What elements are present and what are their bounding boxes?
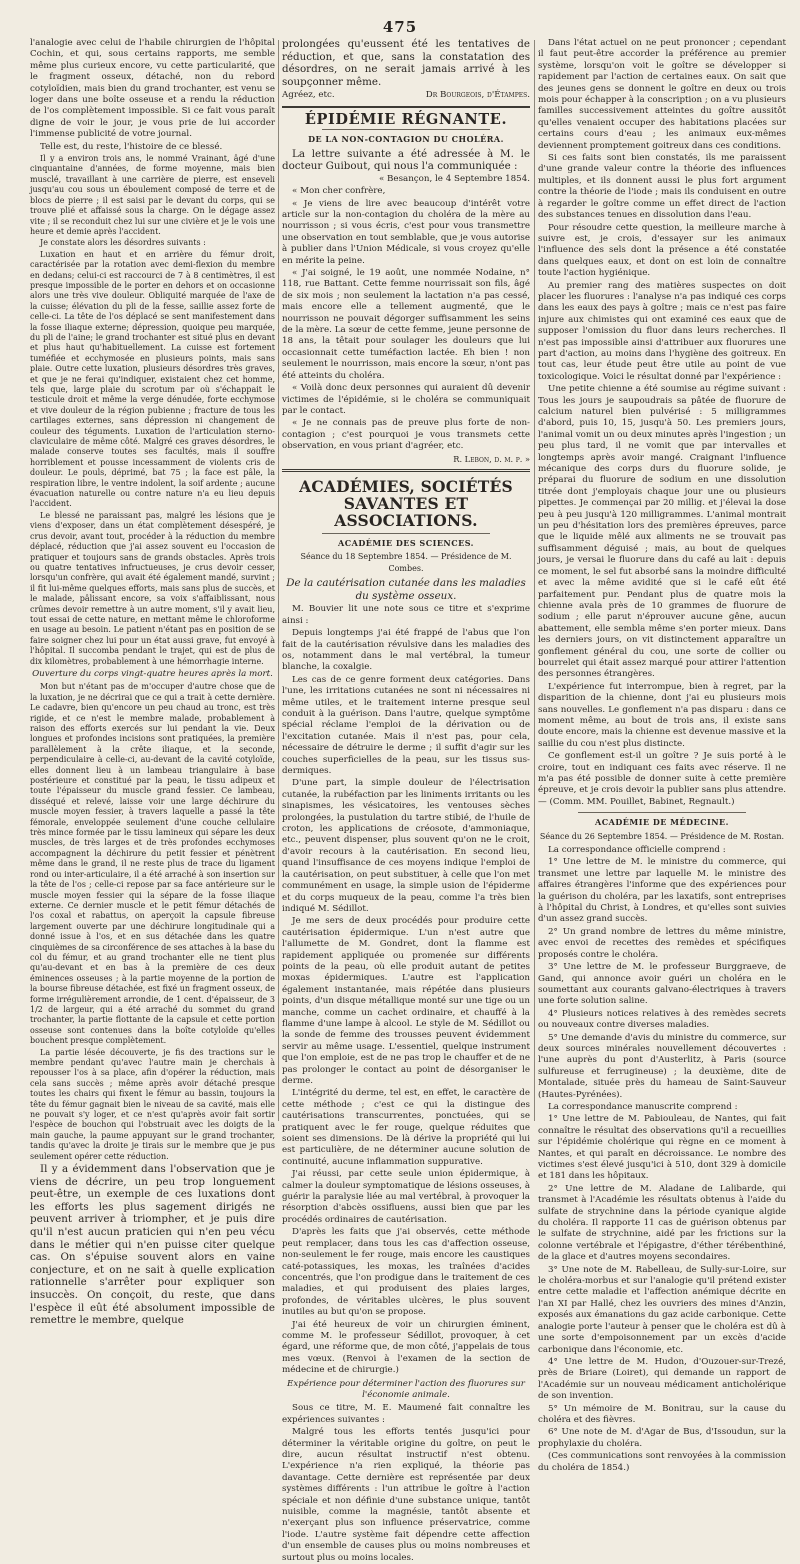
column-left <box>30 38 275 1327</box>
paragraph: J'ai réussi, par cette seule union épidermique, à calmer la douleur symptomatique de lésions osseuses, à guérir la paralysie liée au mal vertébral, à provoquer la résorption d'abcès ossifluens, aussi bien que par les procédés ordinaires de cautérisation. <box>282 1169 530 1225</box>
list-item: 4° Plusieurs notices relatives à des remèdes secrets ou nouveaux contre diverses maladies. <box>538 1008 786 1031</box>
paragraph: Les cas de ce genre forment deux catégories. Dans l'une, les irritations cutanées ne sont ni nécessaires ni même utiles, et le traitement interne presque seul conduit à la guérison. Dans l'autre, quelque symptôme spécial réclame l'emploi de la dérivation ou de l'excitation cutanée. Mais il n'est pas, pour cela, nécessaire de détruire le derme ; il suffit d'agir sur les couches superficielles de la peau, sur les tissus sus-dermiques. <box>282 674 530 777</box>
dateline: « Besançon, le 4 Septembre 1854. <box>378 173 530 184</box>
paragraph: Au premier rang des matières suspectes on doit placer les fluorures : l'analyse n'a pas indiqué ces corps dans les eaux des pays à goître ; mais ce n'est pas faire injure aux chimistes qui ont examiné ces eaux que de supposer l'omission du fluor dans leurs recherches. Il n'est pas impossible ainsi d'attribuer aux fluorures une part d'action, au moins dans l'hygiène des goitreux. En tout cas, leur étude peut être utile au point de vue toxicologique. Voici le résultat donné par l'expérience : <box>538 280 786 382</box>
paragraph: « J'ai soigné, le 19 août, une nommée Nodaine, n° 118, rue Battant. Cette femme nourrissait son fils, âgé de six mois ; non seulement la lactation n'a pas cessé, mais encore elle a tellement augmenté, que le nourrisson ne pouvait dégorger suffisamment les seins de la mère. La sœur de cette femme, jeune personne de 18 ans, la têtait pour soulager les douleurs que lui occasionnait cette tuméfaction lactée. Eh bien ! non seulement le nourrisson, mais encore la sœur, n'ont pas été atteints du choléra. <box>282 268 530 381</box>
divider <box>322 129 490 130</box>
paragraph: L'expérience fut interrompue, bien à regret, par la disparition de la chienne, dont j'ai eu plusieurs mois sans nouvelles. Le gonflement n'a pas disparu : dans ce moment même, au bout de trois ans, il existe sans doute encore, mais la chienne est devenue massive et la saillie du cou n'est plus distincte. <box>538 681 787 749</box>
paragraph: La lettre suivante a été adressée à M. le docteur Guibout, qui nous l'a communiquée : <box>282 147 530 173</box>
paragraph: Si ces faits sont bien constatés, ils me paraissent d'une grande valeur contre la théorie des influences multiples, et ils donnent aussi le plus fort argument contre la théorie de l'iode ; mais ils conduisent en outre à regarder le goître comme un effet direct de l'action des substances tenues en dissolution dans l'eau. <box>538 153 786 221</box>
list-item: 5° Un mémoire de M. Bonitrau, sur la cause du choléra et des fièvres. <box>538 1403 786 1425</box>
paragraph: « Voilà donc deux personnes qui auraient dû devenir victimes de l'épidémie, si le choléra se communiquait par le contact. <box>282 383 530 416</box>
section-heading: ÉPIDÉMIE RÉGNANTE. <box>304 110 508 128</box>
column-middle <box>282 38 530 1563</box>
paragraph: l'analogie avec celui de l'habile chirurgien de l'hôpital Cochin, et qui, sous certains rapports, me semble même plus curieux encore, vu cette particularité, que le fragment osseux, détaché, non du rebord cotyloïdien, mais bien du grand trochanter, est venu se loger dans une boîte osseuse et a rendu la réduction de l'os complètement impossible. Si ce fait vous paraît digne de voir le jour, je vous prie de lui accorder l'immense publicité de votre journal. <box>30 38 275 140</box>
column-right <box>538 38 787 1473</box>
subheading: ACADÉMIE DES SCIENCES. <box>338 537 474 548</box>
list-item: 1° Une lettre de M. Pabiouleau, de Nantes, qui fait connaître le résultat des observations qu'il a recueillies sur l'épidémie cholérique qui règne en ce moment à Nantes, et qui paraît en décroissance. Le nombre des victimes s'est élevé jusqu'ici à 510, dont 329 à domicile et 181 dans les hôpitaux. <box>538 1114 786 1182</box>
paragraph: Ce gonflement est-il un goître ? Je suis porté à le croire, tout en indiquant ces faits avec réserve. Il ne m'a pas été possible de donner suite à cette première épreuve, et je crois devoir la publier sans plus attendre. — (Comm. MM. Pouillet, Babinet, Regnault.) <box>538 751 786 807</box>
paragraph: M. Bouvier lit une note sous ce titre et s'exprime ainsi : <box>282 604 530 626</box>
paragraph: Depuis longtemps j'ai été frappé de l'abus que l'on fait de la cautérisation révulsive dans les maladies des os, notamment dans le mal vertébral, la tumeur blanche, la coxalgie. <box>282 628 530 673</box>
paragraph: Je me sers de deux procédés pour produire cette cautérisation épidermique. L'un n'est autre que l'allumette de M. Gondret, dont la flamme est rapidement appliquée ou promenée sur différents points de la peau, où elle produit autant de petites moxas épidermiques. L'autre est l'application également instantanée, mais répétée dans plusieurs points, d'un disque métallique monté sur une tige ou un manche, comme un cachet ordinaire, et chauffé à la flamme d'une lampe à alcool. Le style de M. Sédillot ou la sonde de femme des trousses peuvent évidemment servir au même usage. L'essentiel, quelque instrument que l'on emploie, est de ne pas trop le chauffer et de ne pas prolonger le contact au point de désorganiser le derme. <box>282 916 530 1086</box>
paragraph: D'une part, la simple douleur de l'électrisation cutanée, la rubéfaction par les liniments irritants ou les sinapismes, les vésicatoires, les ventouses sèches prolongées, la pustulation du tartre stibié, de l'huile de croton, les applications de créosote, d'ammoniaque, etc., peuvent dispenser, plus souvent qu'on ne le croit, d'avoir recours à la cautérisation. En second lieu, quand l'insuffisance de ces moyens indique l'emploi de la cautérisation, on peut substituer, à celle que l'on met communément en usage, la simple usion de l'épiderme et du corps muqueux de la peau, comme l'a très bien indiqué M. Sédillot. <box>282 778 530 914</box>
column-divider <box>278 40 279 1121</box>
paragraph: La correspondance manuscrite comprend : <box>548 1101 738 1112</box>
list-item: 6° Une note de M. d'Agar de Bus, d'Issoudun, sur la prophylaxie du choléra. <box>538 1427 786 1449</box>
paragraph: prolongées qu'eussent été les tentatives de réduction, et que, sans la constatation des désordres, on ne serait jamais arrivé à les soupçonner même. <box>282 38 530 88</box>
paragraph: Luxation en haut et en arrière du fémur droit, caractérisée par la rotation avec demi-flexion du membre en dedans; celui-ci est raccourci de 7 à 8 centimètres, il est presque impossible de le porter en dehors et on occasionne alors une très vive douleur. Obliquité marquée de l'axe de la cuisse; élévation du pli de la fesse, saillie assez forte de celle-ci. La tête de l'os déplacé se sent manifestement dans la fosse iliaque externe; dépression, quoique peu marquée, du pli de l'aine; le grand trochanter est situé plus en devant et plus haut qu'habituellement. La cuisse est fortement tuméfiée et ecchymosée en plusieurs points, mais sans plaie. Outre cette luxation, plusieurs désordres très graves, et que je ne ferai qu'indiquer, existaient chez cet homme, tels que, large plaie du scrotum par où s'échappait le testicule droit et même la verge dénudée, forte ecchymose et vive douleur de la région pubienne ; fracture de tous les cartilages externes, sans dépression ni changement de couleur des téguments. Luxation de l'articulation sterno-claviculaire de même côté. Malgré ces graves désordres, le malade conserve toutes ses facultés, mais il souffre horriblement et pousse incessamment de violents cris de douleur. Le pouls, déprimé, bat 75 ; la face est pâle, la respiration libre, le ventre indolent, la soif ardente ; aucune évacuation naturelle ou contre nature n'a eu lieu depuis l'accident. <box>30 249 275 509</box>
paragraph: Dans l'état actuel on ne peut prononcer ; cependant il faut peut-être accorder la préférence au premier système, lorsqu'on voit le goître se développer si rapidement par l'action de certaines eaux. On sait que des jeunes gens se donnent le goître en deux ou trois mois pour échapper à la conscription ; on a vu plusieurs familles successivement atteintes du goître aussitôt qu'elles venaient occuper des habitations placées sur certains cours d'eau ; les animaux eux-mêmes deviennent promptement goitreux dans ces conditions. <box>538 38 786 151</box>
paragraph: Pour résoudre cette question, la meilleure marche à suivre est, je crois, d'essayer sur les animaux l'influence des sels dont la présence a été constatée dans quelques eaux, et dont on est loin de connaître toute l'action hygiénique. <box>538 222 786 279</box>
letter-signature-line <box>282 90 530 101</box>
paragraph: (Ces communications sont renvoyées à la commission du choléra de 1854.) <box>538 1451 786 1473</box>
paragraph: Mon but n'étant pas de m'occuper d'autre chose que de la luxation, je ne décrirai que ce qui a trait à cette dernière. Le cadavre, bien qu'encore un peu chaud au tronc, est très rigide, et ce n'est le membre malade, probablement à raison des efforts exercés sur lui pendant la vie. Deux longues et profondes incisions sont pratiquées, la première parallèlement à la crête iliaque, et la seconde, perpendiculaire à celle-ci, au-devant de la cavité cotyloïde, elles donnent lieu à un lambeau triangulaire à base postérieure et constitué par la peau, le tissu adipeux et toute l'épaisseur du muscle grand fessier. Ce lambeau, disséqué et relevé, laisse voir une large déchirure du muscle moyen fessier, à travers laquelle a passé la tête fémorale, enveloppée seulement d'une couche cellulaire très mince formée par le tissu lamineux qui sépare les deux muscles, de très larges et de très profondes ecchymoses accompagnent la déchirure du petit fessier et pénètrent même dans le grand, il ne reste plus de trace du ligament rond ou inter-articulaire, il a été arraché à son insertion sur la tête de l'os ; celle-ci repose par sa face antérieure sur le muscle moyen fessier qui la sépare de la fosse iliaque externe. Ce dernier muscle et le petit fémur détachés de l'os coxal et rabattus, on aperçoit la capsule fibreuse largement ouverte par une déchirure longitudinale qui a donné issue à l'os, et en sus détachée dans les quatre cinquièmes de sa circonférence de ses attaches à la base du col du fémur, et au grand trochanter elle ne tient plus qu'au-devant et en bas à la première de ces deux éminences osseuses ; à la partie moyenne de la portion de la bourse fibreuse détachée, est fixé un fragment osseux, de forme irrégulièrement arrondie, de 1 cent. d'épaisseur, de 3 1/2 de largeur, qui a été arraché du sommet du grand trochanter, la partie flottante de la capsule et cette portion osseuse sont contenues dans la boîte cotyloïde qu'elles bouchent presque complètement. <box>30 682 275 1046</box>
subheading: ACADÉMIE DE MÉDECINE. <box>595 817 729 828</box>
paragraph: Sous ce titre, M. E. Maumené fait connaître les expériences suivantes : <box>282 1403 530 1425</box>
list-item: 3° Une note de M. Rabelleau, de Sully-sur-Loire, sur le choléra-morbus et sur l'analogie qu'il prétend exister entre cette maladie et l'affection anémique décrite en l'an XI par Hallé, chez les ouvriers des mines d'Anzin, exposés aux émanations du gaz acide carbonique. Cette analogie porte l'auteur à penser que le choléra est dû à une sorte d'empoisonnement par un excès d'acide carbonique dans l'économie, etc. <box>538 1264 786 1355</box>
section-divider <box>282 469 530 472</box>
list-item: 2° Un grand nombre de lettres du même ministre, avec envoi de recettes des remèdes et spécifiques proposés contre le choléra. <box>538 926 786 960</box>
autopsy-heading: Ouverture du corps vingt-quatre heures après la mort. <box>32 668 273 679</box>
divider <box>578 812 746 813</box>
paragraph: Il y a environ trois ans, le nommé Vrainant, âgé d'une cinquantaine d'années, de forme moyenne, mais bien musclé, travaillant à une carrière de pierre, est enseveli jusqu'au cou sous un éboulement composé de terre et de blocs de pierre ; il est saisi par le devant du corps, qui se trouve plié et affaissé sous la charge. On le dégage assez vite ; il se reconduit chez lui sur une civière et je le vois une heure et demie après l'accident. <box>30 154 275 236</box>
paragraph: Je constate alors les désordres suivants : <box>40 238 206 248</box>
list-item: 3° Une lettre de M. le professeur Burggraeve, de Gand, qui annonce avoir guéri un choléra en le soumettant aux courants galvano-électriques à travers une forte solution saline. <box>538 962 786 1007</box>
paragraph: D'après les faits que j'ai observés, cette méthode peut remplacer, dans tous les cas d'affection osseuse, non-seulement le fer rouge, mais encore les caustiques caté-potassiques, les moxas, les traînées d'acides concentrés, que l'on prodigue dans le traitement de ces maladies, et qui produisent des plaies larges, profondes, de véritables ulcères, le plus souvent inutiles au but qu'on se propose. <box>282 1227 530 1318</box>
list-item: 2° Une lettre de M. Aladane de Lalibarde, qui transmet à l'Académie les résultats obtenus à l'aide du sulfate de strychnine dans la période cyanique algide du choléra. Il rapporte 11 cas de guérison obtenus par le sulfate de strychnine, aidé par les frictions sur la colonne vertébrale et l'épigastre, d'éther térébenthiné, de la glace et d'autres moyens secondaires. <box>538 1183 786 1263</box>
paragraph: Telle est, du reste, l'histoire de ce blessé. <box>40 141 223 152</box>
list-item: 5° Une demande d'avis du ministre du commerce, sur deux sources minérales nouvellement découvertes : l'une auprès du pont d'Austerlitz, à Paris (source sulfureuse et ferrugineuse) ; la deuxième, dite de Montalade, située près du hameau de Saint-Sauveur (Hautes-Pyrénées). <box>538 1032 786 1100</box>
paragraph: Le blessé ne paraissant pas, malgré les lésions que je viens d'exposer, dans un état complètement désespéré, je crus devoir, avant tout, procéder à la réduction du membre déplacé, réduction que j'ai assez souvent eu l'occasion de pratiquer et toujours sans de grands obstacles. Après trois ou quatre tentatives infructueuses, je crus devoir cesser, lorsqu'un confrère, qui avait été également mandé, survint ; il fit lui-même quelques efforts, mais sans plus de succès, et le malade, pâlissant encore, sa voix s'affaiblissant, nous crûmes devoir remettre à un autre moment, s'il y avait lieu, tout essai de cette nature, en mettant même le chloroforme en usage au besoin. Le patient n'étant pas en position de se faire soigner chez lui pour un état aussi grave, fut envoyé à l'hôpital. Il succomba pendant le trajet, qui est de plus de dix kilomètres, probablement à une hémorrhagie interne. <box>30 510 275 666</box>
list-item: 4° Une lettre de M. Hudon, d'Ouzouer-sur-Trezé, près de Briare (Loiret), qui demande un rapport de l'Académie sur un nouveau médicament anticholérique de son invention. <box>538 1356 786 1402</box>
divider <box>322 533 490 534</box>
paragraph: « Je ne connais pas de preuve plus forte de non-contagion ; c'est pourquoi je vous transmets cette observation, en vous priant d'agréer, etc. <box>282 418 530 452</box>
article-title: De la cautérisation cutanée dans les maladies du système osseux. <box>286 577 526 602</box>
section-heading: ACADÉMIES, SOCIÉTÉS SAVANTES ET ASSOCIATIONS. <box>299 476 513 530</box>
paragraph: Il y a évidemment dans l'observation que je viens de décrire, un peu trop longuement peut-être, un exemple de ces luxations dont les efforts les plus sagement dirigés ne peuvent arriver à triompher, et je puis dire qu'il n'est aucun praticien qui n'en peu vécu dans le métier qui n'en puisse citer quelque cas. On s'épuise souvent alors en vaine conjecture, et on ne sait à quelle explication rationnelle s'arrêter pour expliquer son insuccès. On conçoit, du reste, que dans l'espèce il eût été absolument impossible de remettre le membre, quelque <box>30 1163 275 1327</box>
list-item: 1° Une lettre de M. le ministre du commerce, qui transmet une lettre par laquelle M. le ministre des affaires étrangères l'informe que des expériences pour la guérison du choléra, par les laxatifs, sont entreprises à l'hôpital du Christ, à Londres, et qu'elles sont suivies d'un assez grand succès. <box>538 857 786 925</box>
paragraph: La correspondance officielle comprend : <box>548 845 726 856</box>
paragraph: « Je viens de lire avec beaucoup d'intérêt votre article sur la non-contagion du choléra de la mère au nourrisson ; si vous écris, c'est pour vous transmettre une observation en tout semblable, que je vous autorise à publier dans l'Union Médicale, si vous croyez qu'elle en mérite la peine. <box>282 198 530 266</box>
signature: R. Lebon, d. m. p. » <box>453 453 530 464</box>
seance-line: Séance du 18 Septembre 1854. — Présidence de M. Combes. <box>300 552 512 573</box>
article-title: Expérience pour déterminer l'action des fluorures sur l'économie animale. <box>287 1378 525 1400</box>
paragraph: Malgré tous les efforts tentés jusqu'ici pour déterminer la véritable origine du goître, on peut le dire, aucun résultat instructif n'est obtenu. L'expérience n'a rien expliqué, la théorie pas davantage. Cette dernière est représentée par deux systèmes différents : l'un attribue le goître à l'action spéciale et non définie d'une substance unique, tantôt nuisible, comme la magnésie, tantôt absente et n'exerçant plus son influence préservatrice, comme l'iode. L'autre système fait dépendre cette affection d'un ensemble de causes plus ou moins nombreuses et surtout plus ou moins locales. <box>282 1427 530 1563</box>
seance-line: Séance du 26 Septembre 1854. — Présidence de M. Rostan. <box>539 831 785 841</box>
subheading: DE LA NON-CONTAGION DU CHOLÉRA. <box>308 134 504 145</box>
greeting: « Mon cher confrère, <box>292 186 386 197</box>
paragraph: Une petite chienne a été soumise au régime suivant : Tous les jours je saupoudrais sa pâtée de fluorure de calcium naturel bien pulvérisé : 5 milligrammes d'abord, puis 10, 15, jusqu'à 50. Les premiers jours, l'animal vomit un ou deux minutes après l'ingestion ; un peu plus tard, il ne vomit que par intervalles et longtemps après avoir mangé. Craignant l'influence mécanique des corps durs du fluorure solide, je préparai du fluorure de sodium en une dissolution titrée dont j'employais chaque jour une ou plusieurs pipettes. Je commençai par 20 millig. et j'élevai la dose peu à peu jusqu'à 120 milligrammes. L'animal montrait un peu d'hésitation lors des premières épreuves, parce que le liquide mêlé aux aliments ne se trouvait pas suffisamment déguisé ; mais, au bout de quelques jours, je versai le fluorure dans du café au lait : depuis ce moment, le sel fut absorbé sans la moindre difficulté et avec la même avidité que si le café eût été parfaitement pur. Pendant plus de quatre mois la chienne avala près de 10 grammes de fluorure de sodium ; elle parut n'éprouver aucune gêne, aucun abattement, elle sembla même s'en porter mieux. Dans les derniers jours, on vit distinctement apparaître un gonflement général du cou, une sorte de collier ou bourrelet qui était assez marqué pour attirer l'attention des personnes étrangères. <box>538 384 786 680</box>
paragraph: J'ai été heureux de voir un chirurgien éminent, comme M. le professeur Sédillot, provoquer, à cet égard, une réforme que, de mon côté, j'appelais de tous mes vœux. (Renvoi à l'examen de la section de médecine et de chirurgie.) <box>282 1319 530 1376</box>
author-signature: Dr Bourgeois, d'Étampes. <box>425 90 530 101</box>
page-number: 475 <box>382 18 418 36</box>
section-divider <box>282 106 530 108</box>
closing: Agréez, etc. <box>282 90 335 101</box>
column-divider <box>534 40 535 1121</box>
paragraph: L'intégrité du derme, tel est, en effet, le caractère de cette méthode ; c'est ce qui la distingue des cautérisations transcurrentes, ponctuées, qui se pratiquent avec le fer rouge, quelque réduites que soient ses dimensions. De là dérive la propriété qui lui est particulière, de ne déterminer aucune solution de continuité, aucune inflammation suppurative. <box>282 1088 530 1167</box>
paragraph: La partie lésée découverte, je fis des tractions sur le membre pendant qu'avec l'autre main je cherchais à repousser l'os à sa place, afin d'opérer la réduction, mais cela sans succès ; même après avoir détaché presque toutes les chairs qui fixent le fémur au bassin, toujours la tête du fémur gagnait bien le niveau de sa cavité, mais elle ne pouvait s'y loger, et ce n'est qu'après avoir fait sortir l'espèce de bouchon qui l'obstruait avec les doigts de la main gauche, la paume appuyant sur le grand trochanter, tandis qu'avec la droite je tirais sur le membre que je pus seulement opérer cette réduction. <box>30 1047 275 1161</box>
